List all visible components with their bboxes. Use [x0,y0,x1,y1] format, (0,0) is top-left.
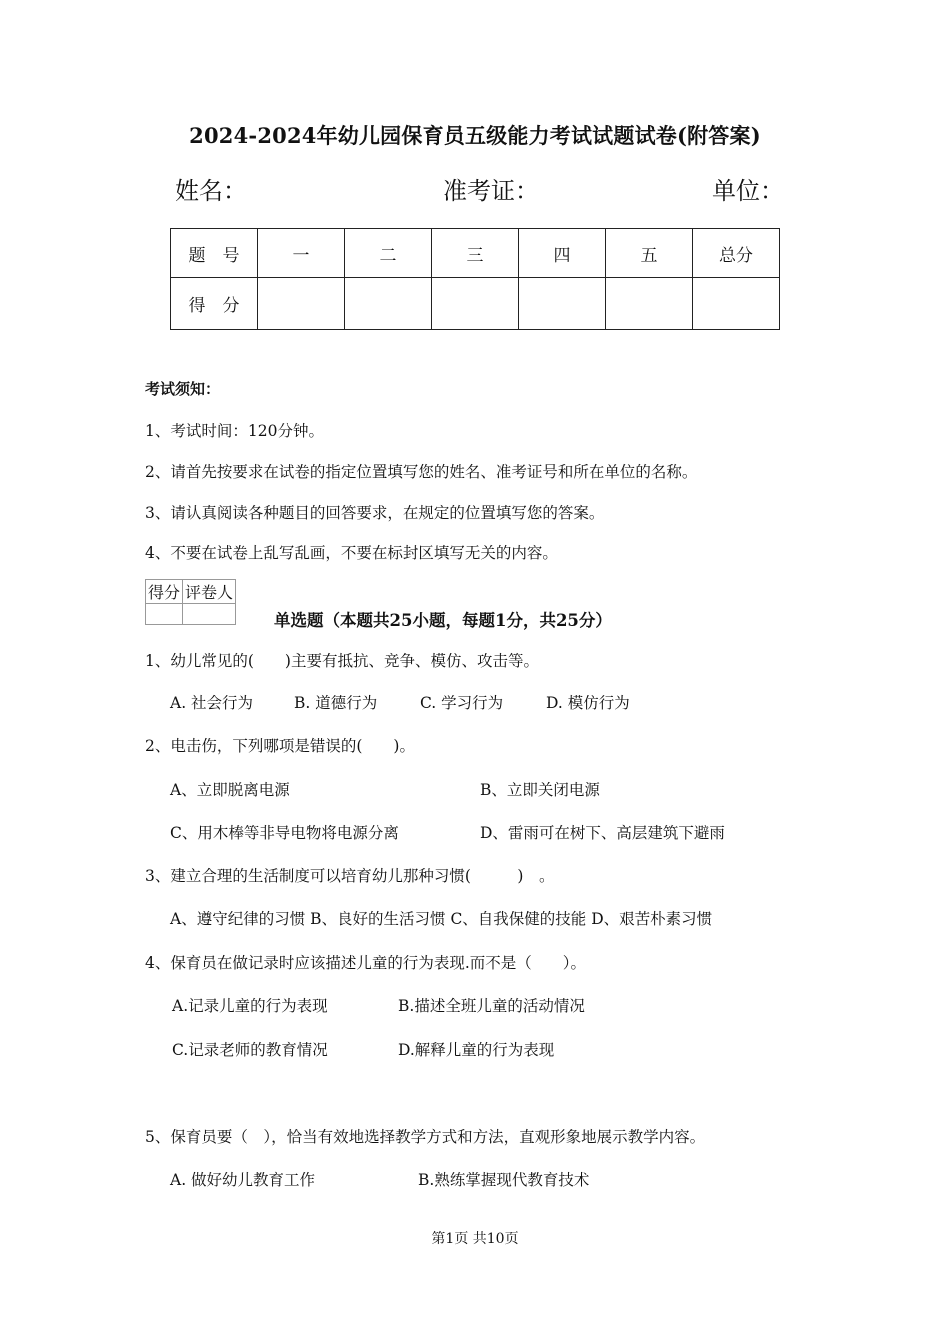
question-option[interactable]: D、雷雨可在树下、高层建筑下避雨 [480,824,725,842]
score-header-cell: 三 [432,229,519,278]
score-input-cell[interactable] [693,278,780,330]
grader-name-label: 评卷人 [183,580,236,604]
question-option[interactable]: A. 社会行为 [170,694,254,712]
grader-name-cell[interactable] [183,604,236,625]
score-header-cell: 五 [606,229,693,278]
question-options-line[interactable]: A、遵守纪律的习惯 B、良好的生活习惯 C、自我保健的技能 D、艰苦朴素习惯 [170,910,713,928]
score-header-cell: 四 [519,229,606,278]
question-stem: 1、幼儿常见的( )主要有抵抗、竞争、模仿、攻击等。 [145,652,539,670]
score-input-cell[interactable] [519,278,606,330]
question-option[interactable]: B.熟练掌握现代教育技术 [418,1171,590,1189]
grader-score-cell[interactable] [146,604,183,625]
question-option[interactable]: B. 道德行为 [294,694,378,712]
score-table-score-row [171,278,780,330]
notice-item: 4、不要在试卷上乱写乱画，不要在标封区填写无关的内容。 [145,544,558,562]
notice-item: 2、请首先按要求在试卷的指定位置填写您的姓名、准考证号和所在单位的名称。 [145,463,698,481]
page-footer: 第1页 共10页 [431,1231,519,1247]
question-option[interactable]: A、立即脱离电源 [170,781,290,799]
score-header-cell: 一 [258,229,345,278]
question-stem: 3、建立合理的生活制度可以培育幼儿那种习惯( ) 。 [145,867,555,885]
score-header-total: 总分 [693,229,780,278]
question-option[interactable]: D.解释儿童的行为表现 [398,1041,555,1059]
notice-heading: 考试须知： [145,380,221,398]
question-option[interactable]: D. 模仿行为 [546,694,630,712]
score-input-cell[interactable] [432,278,519,330]
question-option[interactable]: C、用木棒等非导电物将电源分离 [170,824,399,842]
score-input-cell[interactable] [345,278,432,330]
question-option[interactable]: B.描述全班儿童的活动情况 [398,997,585,1015]
question-stem: 5、保育员要（ ），恰当有效地选择教学方式和方法，直观形象地展示教学内容。 [145,1128,706,1146]
section-heading: 单选题（本题共25小题，每题1分，共25分） [274,611,612,630]
name-field-label: 姓名： [175,177,247,205]
score-header-cell: 二 [345,229,432,278]
question-option[interactable]: A. 做好幼儿教育工作 [170,1171,316,1189]
question-option[interactable]: A.记录儿童的行为表现 [172,997,328,1015]
score-row-label: 得 分 [171,278,258,330]
score-table-header-row [171,229,780,278]
unit-field-label: 单位： [712,177,784,205]
score-header-label: 题 号 [171,229,258,278]
score-input-cell[interactable] [258,278,345,330]
question-stem: 2、电击伤，下列哪项是错误的( )。 [145,737,415,755]
notice-item: 1、考试时间：120分钟。 [145,422,324,440]
question-option[interactable]: B、立即关闭电源 [480,781,600,799]
score-table [170,228,780,330]
question-stem: 4、保育员在做记录时应该描述儿童的行为表现.而不是（ ）。 [145,954,587,972]
document-title: 2024-2024年幼儿园保育员五级能力考试试题试卷(附答案) [189,123,761,148]
grader-box [145,579,236,625]
grader-score-label: 得分 [146,580,183,604]
question-option[interactable]: C.记录老师的教育情况 [172,1041,328,1059]
score-input-cell[interactable] [606,278,693,330]
question-option[interactable]: C. 学习行为 [420,694,504,712]
notice-item: 3、请认真阅读各种题目的回答要求，在规定的位置填写您的答案。 [145,504,605,522]
ticket-field-label: 准考证： [443,177,539,205]
